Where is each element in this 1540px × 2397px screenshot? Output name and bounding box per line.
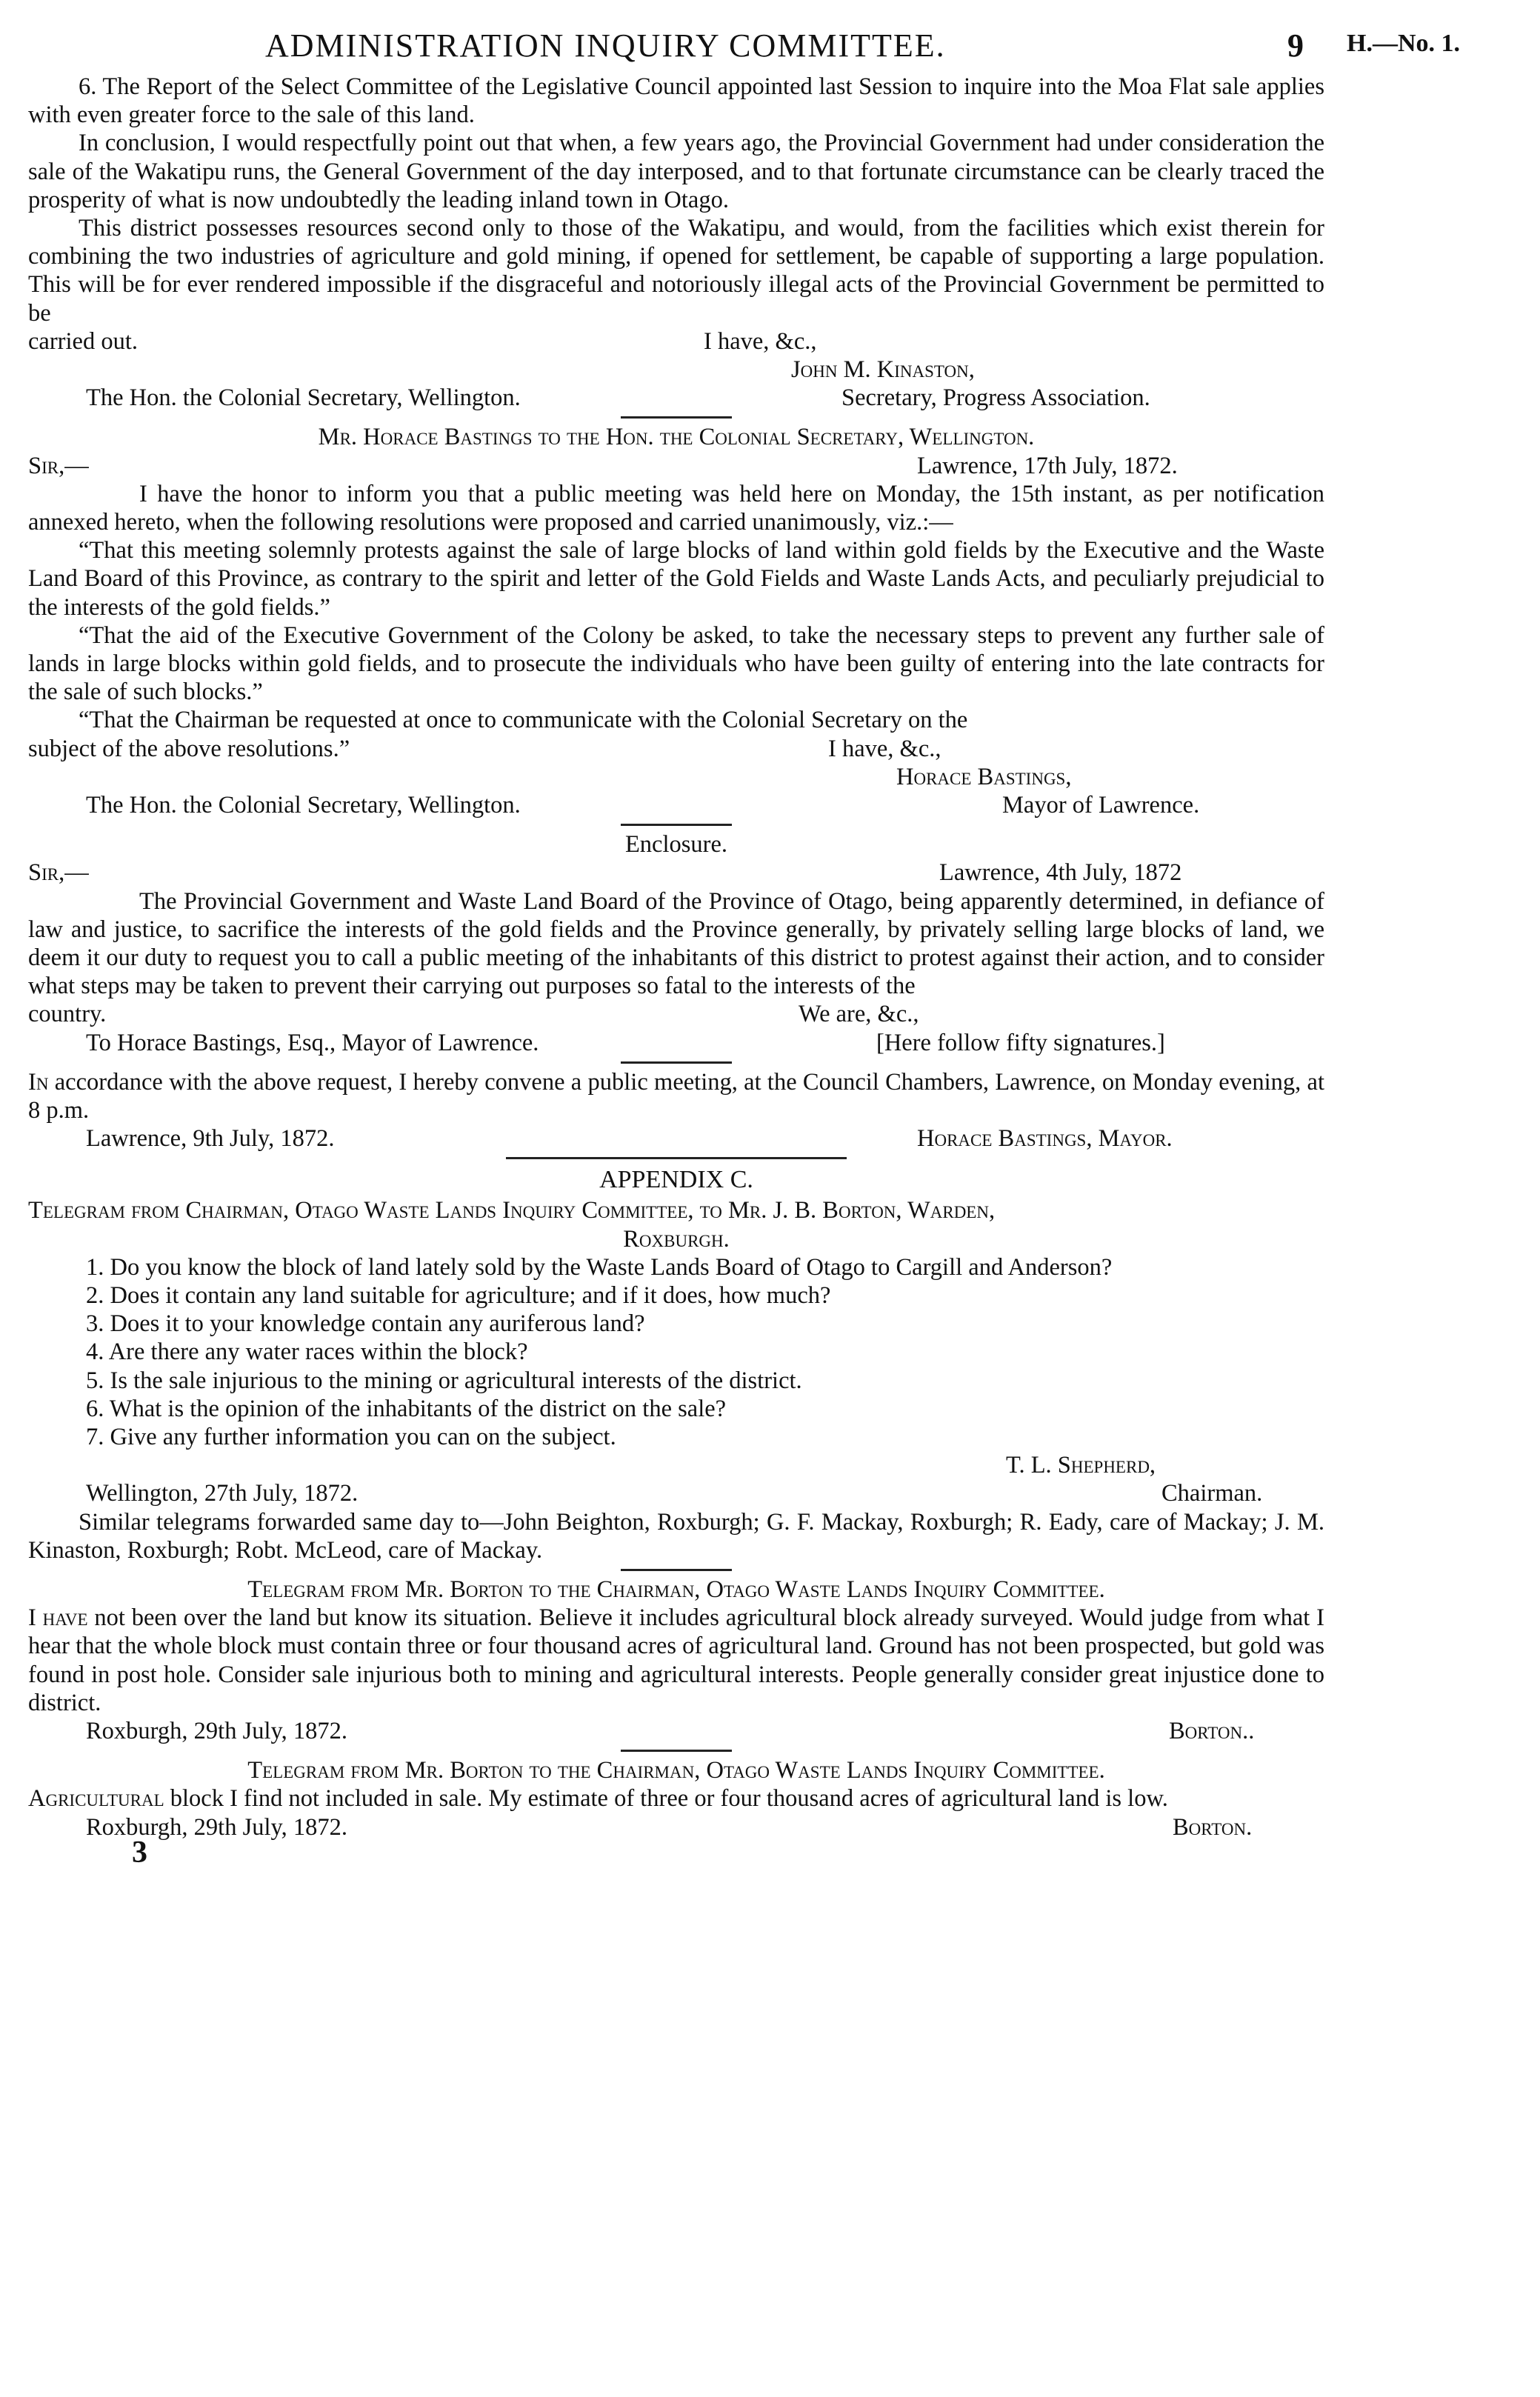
- resolution: “That the aid of the Executive Government of the Colony be asked, to take the necessary steps to prevent any further sale of lands in large blocks within gold fields, and to prosecute the individuals who have been guilty of entering into the late contracts for the sale of such blocks.”: [28, 621, 1324, 706]
- paragraph: I have the honor to inform you that a public meeting was held here on Monday, the 15th instant, as per notification annexed hereto, when the following resolutions were proposed and carried unanimously, viz.:—: [28, 480, 1324, 536]
- signer-row: [28, 763, 1324, 791]
- divider: [621, 1569, 732, 1571]
- addressee-row: [28, 384, 1324, 412]
- paragraph: In conclusion, I would respectfully point out that when, a few years ago, the Provincial Government had under consideration the sale of the Wakatipu runs, the General Government of the day interposed, and to that fortunate circumstance can be clearly traced the prosperity of what is now undoubtedly the leading inland town in Otago.: [28, 130, 1324, 213]
- salutation: Sir,—: [28, 452, 89, 479]
- addressee: The Hon. the Colonial Secretary, Wellington.: [86, 791, 521, 819]
- list-item: 2. Does it contain any land suitable for agriculture; and if it does, how much?: [86, 1281, 831, 1309]
- signer-row: [28, 356, 1324, 384]
- appendix-c: [28, 1164, 1324, 1564]
- last-line: country.: [28, 1001, 107, 1028]
- addressee: To Horace Bastings, Esq., Mayor of Lawrence.: [86, 1029, 539, 1056]
- list-item: 6. What is the opinion of the inhabitants of the district on the sale?: [86, 1395, 727, 1422]
- addressee: The Hon. the Colonial Secretary, Wellington.: [86, 384, 521, 412]
- signer-title: Chairman.: [1161, 1480, 1263, 1507]
- meeting-notice: [28, 1068, 1324, 1153]
- closing-row: [28, 735, 1324, 763]
- divider: [621, 416, 732, 419]
- paper-reference: H.—No. 1.: [1347, 30, 1460, 57]
- closing-row: [28, 327, 1324, 356]
- signer-title: Secretary, Progress Association.: [841, 384, 1150, 412]
- telegram-date: Roxburgh, 29th July, 1872.: [86, 1813, 348, 1841]
- divider: [621, 1061, 732, 1064]
- date-row: [28, 1717, 1324, 1745]
- resolution: “That the Chairman be requested at once to communicate with the Colonial Secretary on the: [79, 707, 968, 734]
- section-divider: [506, 1157, 847, 1159]
- page-title: ADMINISTRATION INQUIRY COMMITTEE.: [265, 27, 946, 64]
- date-row: [28, 1813, 1324, 1841]
- bastings-letter: [28, 423, 1324, 819]
- list-item: 3. Does it to your knowledge contain any auriferous land?: [86, 1310, 645, 1338]
- list-item: 5. Is the sale injurious to the mining or agricultural interests of the district.: [86, 1367, 802, 1394]
- divider: [621, 1750, 732, 1752]
- list-item: 1. Do you know the block of land lately sold by the Waste Lands Board of Otago to Cargill and Anderson?: [86, 1253, 1113, 1281]
- paragraph: This district possesses resources second only to those of the Wakatipu, and would, from the facilities which exist therein for combining the two industries of agriculture and gold mining, if opened for settlement, be capable of supporting a large population. This will be for ever rendered impossible if the disgraceful and notoriously illegal acts of the Provincial Government be permitted to be: [28, 215, 1324, 327]
- telegram-date: Roxburgh, 29th July, 1872.: [86, 1717, 348, 1744]
- signer-row: [28, 1451, 1324, 1479]
- closing: I have, &c.,: [704, 327, 817, 355]
- signer-title: Mayor of Lawrence.: [1002, 791, 1200, 819]
- signatures-note: [Here follow fifty signatures.]: [876, 1029, 1165, 1056]
- paragraph: I have not been over the land but know its situation. Believe it includes agricultural block already surveyed. Would judge from what I hear that the whole block must contain three or four thousand acres of agricultural land. Ground has not been prospected, but gold was found in post hole. Consider sale injurious both to mining and agricultural interests. People generally consider great injustice done to district.: [28, 1604, 1324, 1716]
- last-line: subject of the above resolutions.”: [28, 735, 350, 762]
- last-line: carried out.: [28, 327, 138, 355]
- addressee-row: [28, 791, 1324, 819]
- salutation-row: [28, 859, 1324, 887]
- telegram-heading: Telegram from Chairman, Otago Waste Lands Inquiry Committee, to Mr. J. B. Borton, Warden,: [28, 1197, 996, 1224]
- list-item: 4. Are there any water races within the block?: [86, 1338, 528, 1366]
- addressee-row: [28, 1029, 1324, 1057]
- list-item: 7. Give any further information you can on the subject.: [86, 1423, 616, 1450]
- salutation-row: [28, 452, 1324, 480]
- signer-name: John M. Kinaston,: [791, 356, 975, 384]
- salutation: Sir,—: [28, 859, 89, 887]
- telegram-heading-cont: Roxburgh.: [623, 1225, 730, 1253]
- enclosure-heading: Enclosure.: [624, 831, 728, 859]
- appendix-title: APPENDIX C.: [599, 1166, 753, 1194]
- letter-date: Lawrence, 4th July, 1872: [939, 859, 1182, 887]
- signer-row: [28, 1124, 1324, 1153]
- telegram-heading: Telegram from Mr. Borton to the Chairman, Otago Waste Lands Inquiry Committee.: [247, 1757, 1105, 1784]
- borton-telegram-1: [28, 1576, 1324, 1745]
- signer-name: Horace Bastings,: [896, 763, 1072, 790]
- enclosure: [28, 830, 1324, 1057]
- letter-heading: Mr. Horace Bastings to the Hon. the Colonial Secretary, Wellington.: [318, 424, 1035, 451]
- date-row: [28, 1479, 1324, 1507]
- closing: We are, &c.,: [799, 1001, 919, 1028]
- borton-telegram-2: [28, 1756, 1324, 1874]
- question-list: [28, 1253, 1324, 1451]
- closing-row: [28, 1000, 1324, 1028]
- document-page: [28, 21, 1460, 1874]
- running-header: [28, 21, 1460, 73]
- page-number: 9: [1287, 27, 1304, 64]
- telegram-date: Wellington, 27th July, 1872.: [86, 1480, 359, 1507]
- printer-signature: 3: [132, 1835, 147, 1870]
- paragraph: In accordance with the above request, I hereby convene a public meeting, at the Council Chambers, Lawrence, on Monday evening, at 8 p.m.: [28, 1068, 1324, 1124]
- kinaston-letter: [28, 73, 1324, 412]
- resolution: “That this meeting solemnly protests against the sale of large blocks of land within gold fields by the Executive and the Waste Land Board of this Province, as contrary to the spirit and letter of the Gold Fields and Waste Lands Acts, and peculiarly prejudicial to the interests of the gold fields.”: [28, 537, 1324, 621]
- letter-date: Lawrence, 17th July, 1872.: [917, 452, 1178, 479]
- telegram-heading: Telegram from Mr. Borton to the Chairman, Otago Waste Lands Inquiry Committee.: [247, 1576, 1105, 1603]
- signer-name: Borton.: [1173, 1813, 1253, 1841]
- paragraph: The Provincial Government and Waste Land Board of the Province of Otago, being apparently determined, in defiance of law and justice, to sacrifice the interests of the gold fields and the Province generally, by privately selling large blocks of land, we deem it our duty to request you to call a public meeting of the inhabitants of this district to protest against their action, and to consider what steps may be taken to prevent their carrying out purposes so fatal to the interests of the: [28, 887, 1324, 1000]
- paragraph: 6. The Report of the Select Committee of the Legislative Council appointed last Session to inquire into the Moa Flat sale applies with even greater force to the sale of this land.: [28, 73, 1324, 129]
- signer-name: T. L. Shepherd,: [1006, 1452, 1156, 1479]
- signer-name: Horace Bastings, Mayor.: [917, 1125, 1173, 1153]
- closing: I have, &c.,: [828, 735, 941, 762]
- footer-row: [28, 1835, 1324, 1874]
- divider: [621, 824, 732, 826]
- signer-name: Borton..: [1169, 1717, 1255, 1744]
- paragraph: Similar telegrams forwarded same day to—John Beighton, Roxburgh; G. F. Mackay, Roxburgh; R. Eady, care of Mackay; J. M. Kinaston, Roxburgh; Robt. McLeod, care of Mackay.: [28, 1508, 1324, 1564]
- paragraph: Agricultural block I find not included in sale. My estimate of three or four thousand acres of agricultural land is low.: [28, 1785, 1168, 1813]
- notice-date: Lawrence, 9th July, 1872.: [86, 1125, 335, 1153]
